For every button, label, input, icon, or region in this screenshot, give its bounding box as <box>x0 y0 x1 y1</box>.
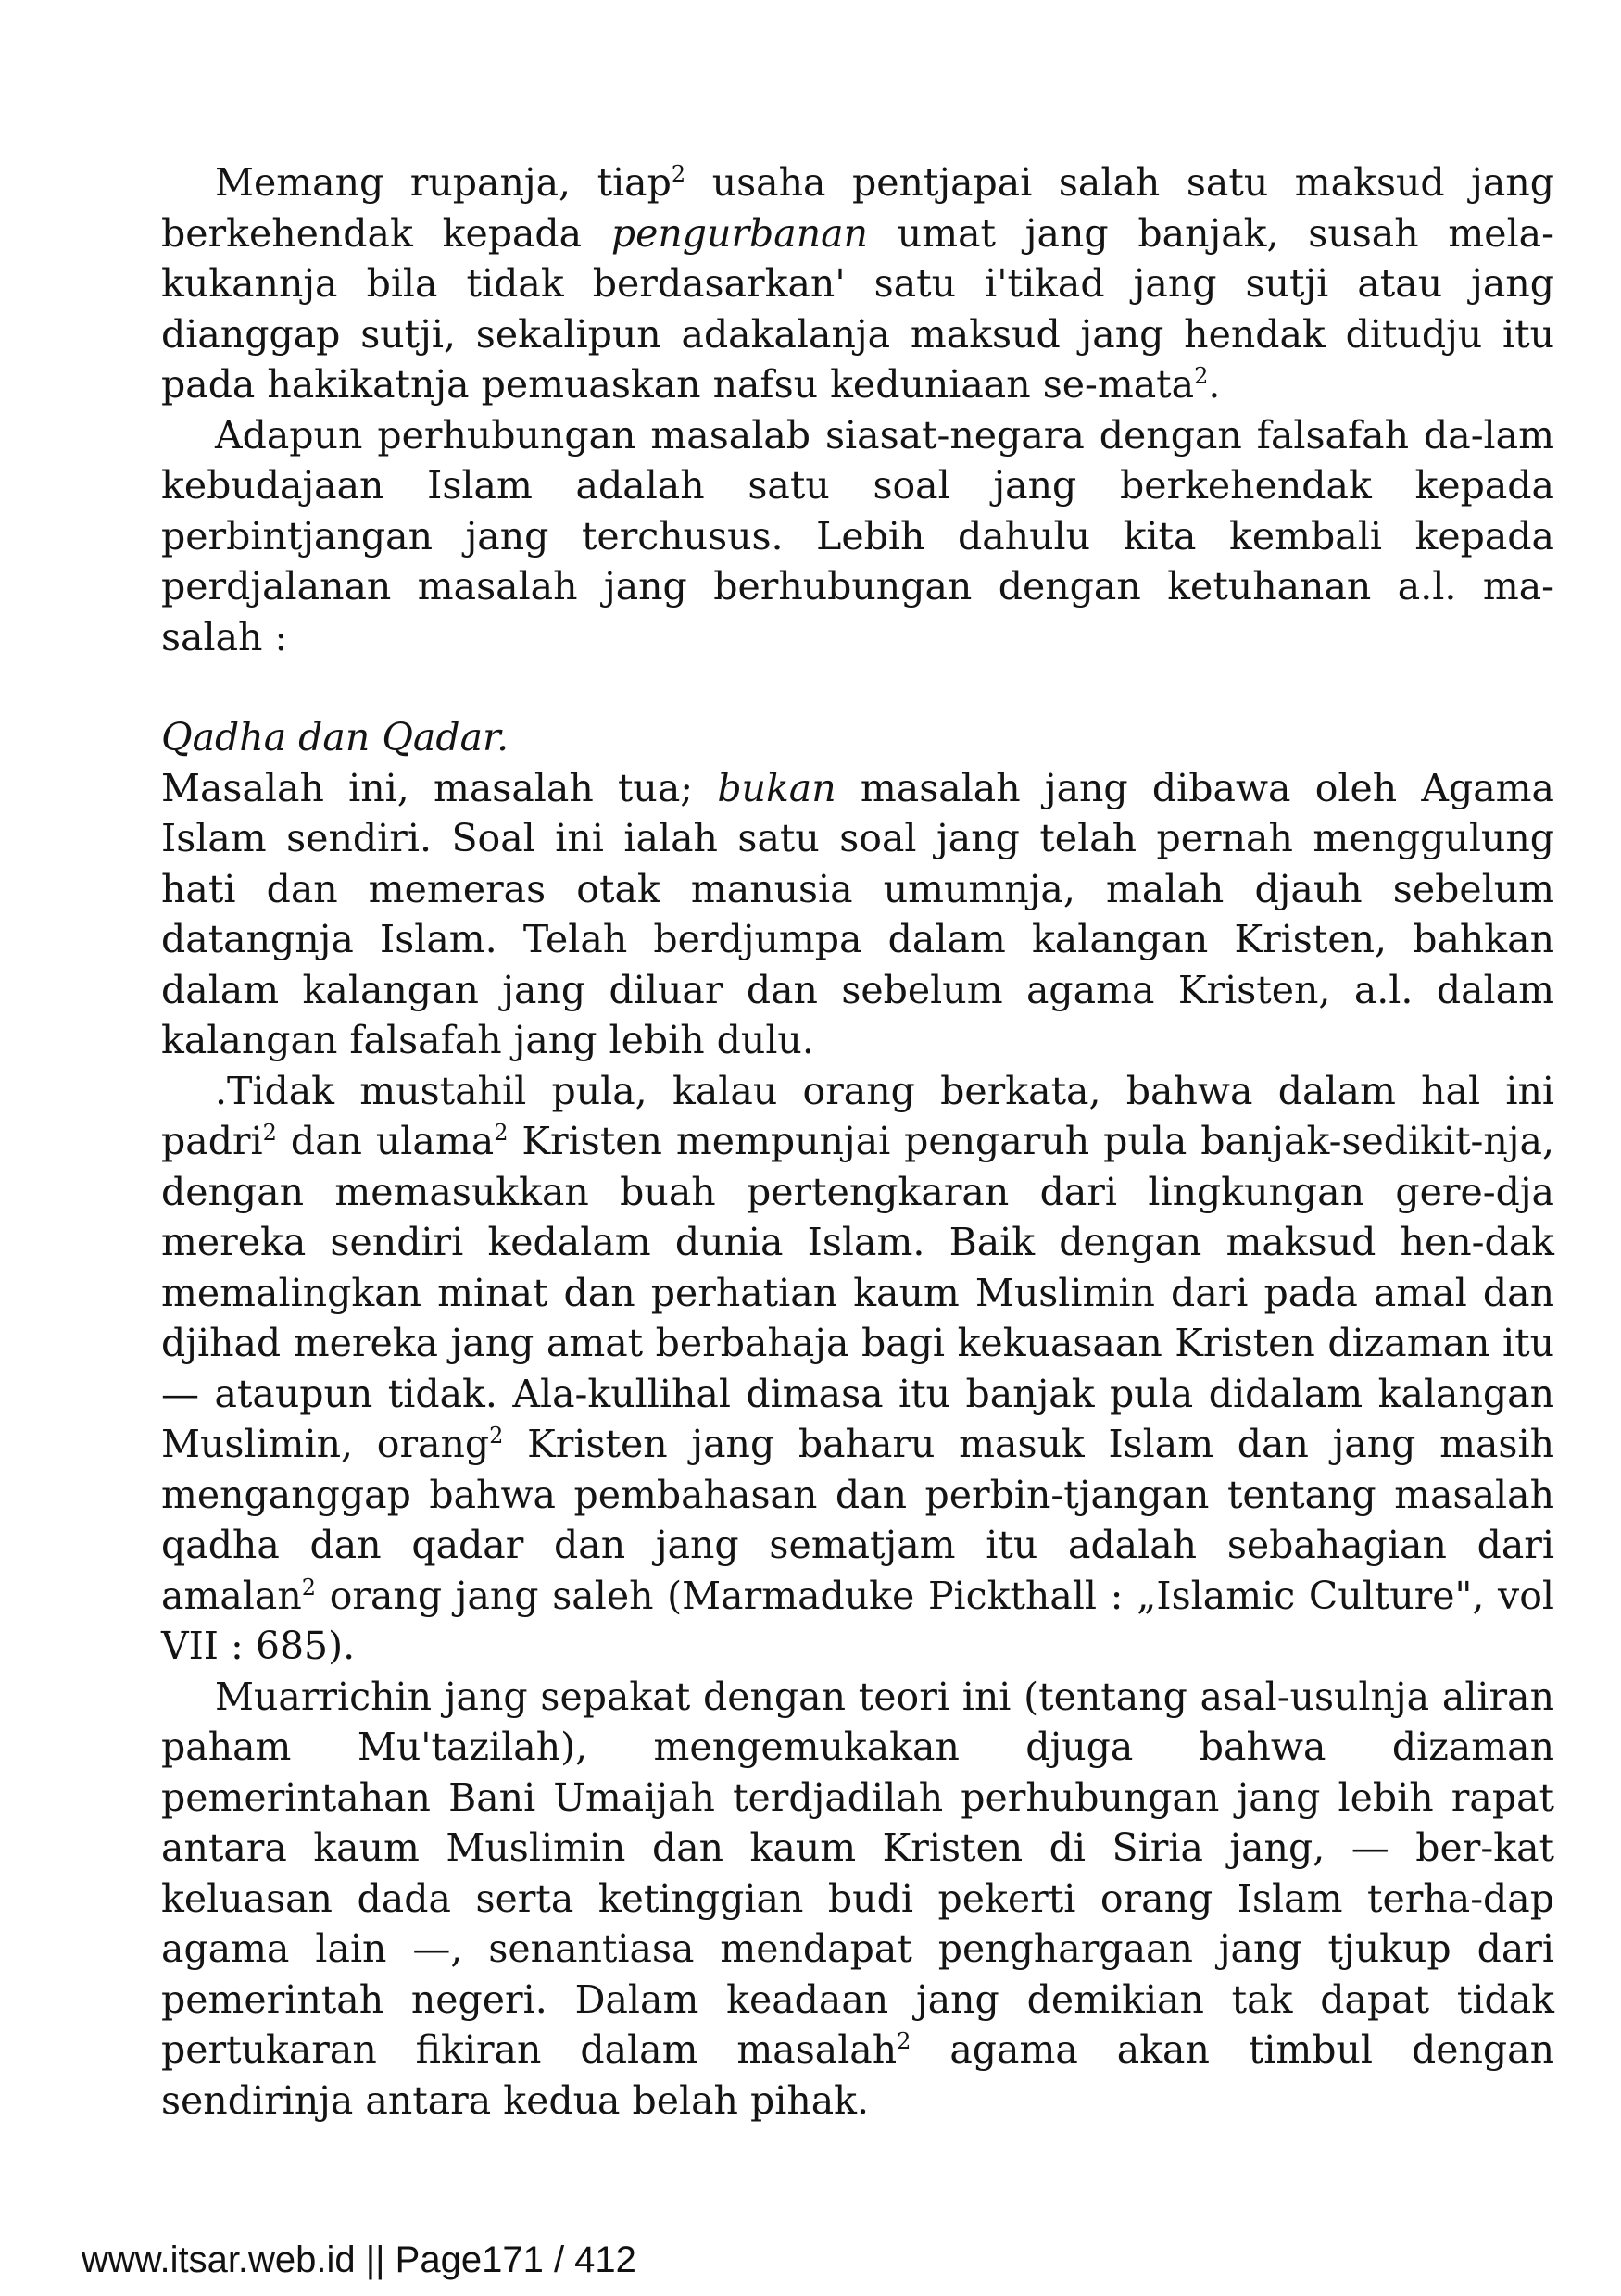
emphasis-bukan: bukan <box>717 765 836 810</box>
superscript-2: 2 <box>1194 363 1209 389</box>
superscript-2: 2 <box>897 2028 911 2054</box>
paragraph-3: Masalah ini, masalah tua; bukan masalah jang dibawa oleh Agama Islam sendiri. Soal ini ialah satu soal jang telah pernah menggulung hati dan memeras otak manusia umumnja, malah djauh sebelum datangnja Islam. Telah berdjumpa dalam kalangan Kristen, bahkan dalam kalangan jang diluar dan sebelum agama Kristen, a.l. dalam kalangan falsafah jang lebih dulu. <box>161 765 1554 1062</box>
superscript-2: 2 <box>489 1423 504 1449</box>
document-body <box>161 157 1554 2126</box>
superscript-2: 2 <box>262 1120 277 1146</box>
paragraph-2: Adapun perhubungan masalab siasat-negara dengan falsafah da-lam kebudajaan Islam adalah satu soal jang berkehendak kepada perbintjangan jang terchusus. Lebih dahulu kita kembali kepada perdjalanan masalah jang berhubungan dengan ketuhanan a.l. ma-salah : <box>161 412 1554 659</box>
paragraph-5: Muarrichin jang sepakat dengan teori ini (tentang asal-usulnja aliran paham Mu'tazilah), mengemukakan djuga bahwa dizaman pemerintahan Bani Umaijah terdjadilah perhubungan jang lebih rapat antara kaum Muslimin dan kaum Kristen di Siria jang, — ber-kat keluasan dada serta ketinggian budi pekerti orang Islam terha-dap agama lain —, senantiasa mendapat penghargaan jang tjukup dari pemerintah negeri. Dalam keadaan jang demikian tak dapat tidak pertukaran fikiran dalam masalah$^2$ agama akan timbul dengan sendirinja antara kedua belah pihak. <box>161 1674 1554 2123</box>
emphasis-pengurbanan: pengurbanan <box>610 210 869 256</box>
paragraph-1: Memang rupanja, tiap$^2$ usaha pentjapai salah satu maksud jang berkehendak kepada pengurbanan umat jang banjak, susah mela-kukannja bila tidak berdasarkan' satu i'tikad jang sutji atau jang dianggap sutji, sekalipun adakalanja maksud jang hendak ditudju itu pada hakikatnja pemuaskan nafsu keduniaan se-mata$^2$. <box>161 160 1554 407</box>
superscript-2: 2 <box>671 161 686 187</box>
superscript-2: 2 <box>301 1574 317 1600</box>
page-footer: www.itsar.web.id || Page171 / 412 <box>82 2240 636 2280</box>
section-heading: Qadha dan Qadar. <box>161 715 509 759</box>
superscript-2: 2 <box>494 1120 509 1146</box>
paragraph-4: .Tidak mustahil pula, kalau orang berkata, bahwa dalam hal ini padri$^2$ dan ulama$^2$ Kristen mempunjai pengaruh pula banjak-sedikit-nja, dengan memasukkan buah pertengkaran dari lingkungan gere-dja mereka sendiri kedalam dunia Islam. Baik dengan maksud hen-dak memalingkan minat dan perhatian kaum Muslimin dari pada amal dan djihad mereka jang amat berbahaja bagi kekuasaan Kristen dizaman itu — ataupun tidak. Ala-kullihal dimasa itu banjak pula didalam kalangan Muslimin, orang$^2$ Kristen jang baharu masuk Islam dan jang masih menganggap bahwa pembahasan dan perbin-tjangan tentang masalah qadha dan qadar dan jang sematjam itu adalah sebahagian dari amalan$^2$ orang jang saleh (Marmaduke Pickthall : „Islamic Culture", vol VII : 685). <box>161 1068 1554 1668</box>
